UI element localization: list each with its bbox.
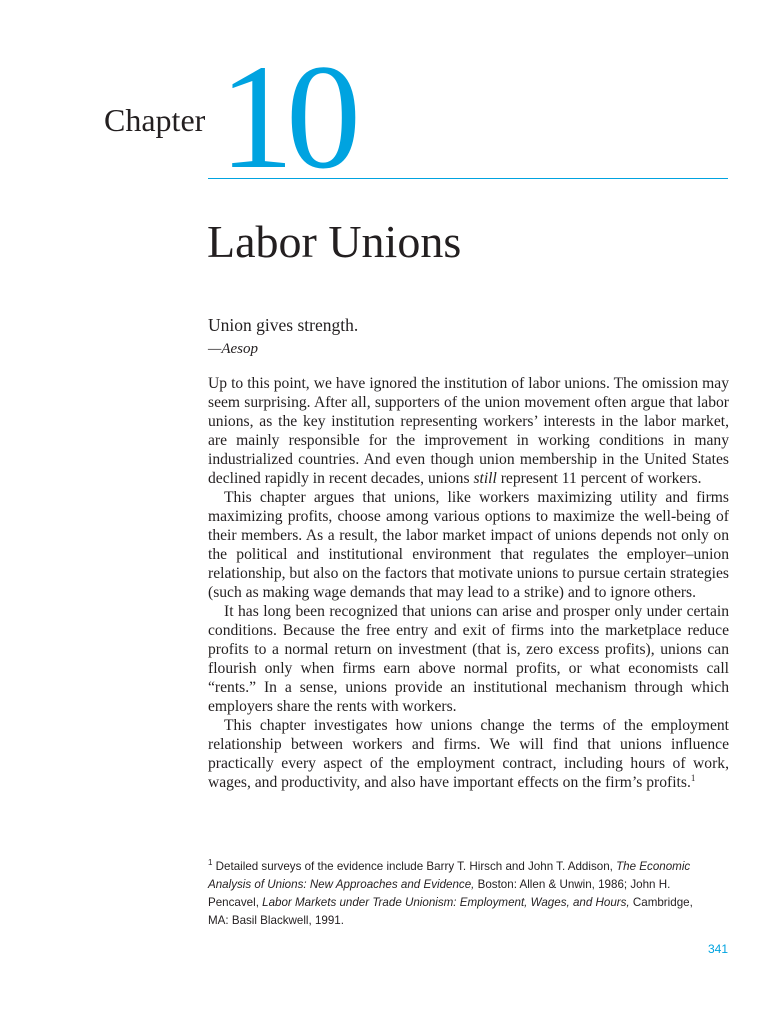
- paragraph-1-text-end: represent 11 percent of workers.: [496, 470, 702, 487]
- page-number: 341: [707, 942, 728, 956]
- chapter-title: Labor Unions: [207, 216, 462, 267]
- footnote-text: Boston: Allen & Unwin, 1986; John H. Pencavel,: [208, 878, 671, 909]
- epigraph-source: —Aesop: [208, 341, 258, 357]
- epigraph-quote: Union gives strength.: [208, 315, 359, 335]
- footnote-text: Detailed surveys of the evidence include Barry T. Hirsch and John T. Addison,: [212, 860, 617, 873]
- paragraph-3: It has long been recognized that unions can arise and prosper only under certain conditions. Because the free entry and exit of firms into the marketplace reduce profits to a normal return on investment (that is, zero excess profits), unions can flourish only when firms earn above normal profits, or what economists call “rents.” In a sense, unions provide an institutional mechanism through which employers share the rents with workers.: [208, 603, 729, 715]
- paragraph-1: [208, 374, 729, 488]
- chapter-number: 10: [219, 34, 353, 200]
- footnote-marker: 1: [208, 858, 213, 867]
- body-text: [208, 374, 729, 792]
- footnote-book-title-1: The Economic Analysis of Unions: New Approaches and Evidence,: [208, 860, 691, 891]
- paragraph-4: [208, 716, 729, 792]
- paragraph-4-text: This chapter investigates how unions change the terms of the employment relationship between workers and firms. We will find that unions influence practically every aspect of the employment contract, including hours of work, wages, and productivity, and also have important effects on the firm’s profits.: [208, 717, 729, 791]
- footnote: [208, 858, 708, 930]
- chapter-label: Chapter: [104, 102, 206, 138]
- footnote-reference[interactable]: 1: [690, 773, 696, 783]
- paragraph-1-text: Up to this point, we have ignored the institution of labor unions. The omission may seem surprising. After all, supporters of the union movement often argue that labor unions, as the key institution representing workers’ interests in the labor market, are mainly responsible for the improvement in working conditions in many industrialized countries. And even though union membership in the United States declined rapidly in recent decades, unions: [208, 375, 729, 487]
- paragraph-1-emphasis: still: [473, 470, 497, 487]
- paragraph-2: This chapter argues that unions, like workers maximizing utility and firms maximizing profits, choose among various options to maximize the well-being of their members. As a result, the labor market impact of unions depends not only on the political and institutional environment that regulates the employer–union relationship, but also on the factors that motivate unions to pursue certain strategies (such as making wage demands that may lead to a strike) and to ignore others.: [208, 489, 729, 601]
- footnote-book-title-2: Labor Markets under Trade Unionism: Employment, Wages, and Hours,: [262, 896, 630, 909]
- footnote-text: Cambridge, MA: Basil Blackwell, 1991.: [208, 896, 693, 927]
- chapter-divider: [208, 178, 728, 179]
